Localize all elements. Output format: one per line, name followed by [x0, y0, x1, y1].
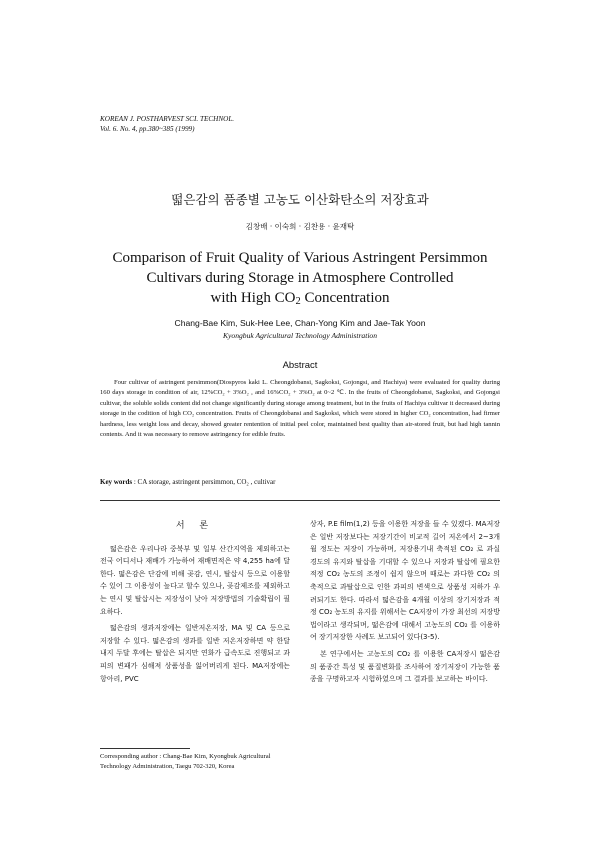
footnote-divider [100, 748, 190, 749]
english-title-line-1: Comparison of Fruit Quality of Various Astringent Persimmon [112, 250, 488, 266]
left-column [100, 518, 290, 689]
english-authors: Chang-Bae Kim, Suk-Hee Lee, Chan-Yong Kim and Jae-Tak Yoon [174, 318, 426, 328]
right-paragraph-1: 상자, P.E film(1,2) 등을 이용한 저장을 들 수 있겠다. MA저장은 일반 저장보다는 저장기간이 비교적 길어 저온에서 2~3개월 정도는 저장이 가능하며, 저장용기내 축적된 CO₂ 로 과실 경도의 유지와 탈삽을 기대할 수 있으나 저장과 탈삽에 필요한 적정 CO₂ 농도의 조정이 쉽지 않으며 때로는 과다한 CO₂ 의 축적으로 과탈삽으로 인한 과피의 변색으로 상품성 저하가 우려되기도 한다. 따라서 떫은감을 4개월 이상의 장기저장과 적정 CO₂ 농도의 유지를 위해서는 CA저장이 가장 최선의 저장방법이라고 생각되며, 떫은감에 대해서 고농도의 CO₂ 를 이용하여 장기저장한 사례도 보고되어 있다(3-5). [310, 520, 500, 642]
journal-name: KOREAN J. POSTHARVEST SCI. TECHNOL. [100, 115, 235, 123]
title-line3-pre: with High CO [210, 290, 296, 306]
korean-title: 떫은감의 품종별 고농도 이산화탄소의 저장효과 [171, 192, 429, 207]
footnote [100, 752, 295, 772]
english-title-line-3 [0, 288, 600, 308]
abstract-heading: Abstract [282, 360, 318, 371]
abstract-text: Four cultivar of astringent persimmon(Diospyros kaki L. Cheongdobansi, Sagkoksi, Gojongsi, and Hachiya) were evaluated for quality during 160 days storage in condition of air, 12%CO₂ + 3%O₂ , and 16%CO₂ + 3%O₂ at 0~2 ℃. In the fruits of Cheongdobansi, Sagkoksi, and Gojongsi cultivar, the soluble solids content did not change significantly during storage among treatment, but in the fruits of Hachiya cultivar it decreased during storage in the codition of high CO₂ concentration. Fruits of Cheongdobansi and Sagkoksi, which were stored in higher CO₂ concentration, had firmer hardness, less weight loss and decay, showed greater rentention of initial peel color, maintained best quality than air-stored fruit, but had high tannin contents. And it was necessary to remove astringency for edible fruits. [100, 379, 500, 439]
keywords-label: Key words [100, 478, 133, 486]
korean-authors: 김창배 · 이숙희 · 김찬용 · 윤재탁 [245, 222, 355, 231]
section-heading-introduction: 서 론 [175, 521, 215, 531]
right-paragraph-2: 본 연구에서는 고농도의 CO₂ 를 이용한 CA저장시 떫은감의 품종간 특성 및 품질변화를 조사하여 장기저장이 가능한 품종을 구명하고자 시험하였으며 그 결과를 보고하는 바이다. [310, 649, 500, 684]
affiliation: Kyongbuk Agricultural Technology Administration [222, 331, 378, 340]
section-divider [100, 500, 500, 501]
english-title-line-2: Cultivars during Storage in Atmosphere Controlled [146, 270, 454, 286]
title-line3-sub: 2 [295, 296, 301, 307]
keywords-text: : CA storage, astringent persimmon, CO₂ , cultivar [133, 478, 276, 486]
footnote-line-1: Corresponding author : Chang-Bae Kim, Kyongbuk Agricultural [100, 753, 271, 760]
journal-volume: Vol. 6. No. 4, pp.380~385 (1999) [100, 125, 195, 133]
left-paragraph-1: 떫은감은 우리나라 중북부 및 일부 산간지역을 제외하고는 전국 어디서나 재배가 가능하여 재배면적은 약 4,255 ha에 달한다. 떫은감은 단감에 비해 곶감, 연시, 탈삽시 등으로 이용할 수 있어 그 이용성이 높다고 할수 있으나, 곶감제조를 제외하고는 연시 및 탈삽시는 저장성이 낮아 저장방법의 기술확립이 필요하다. [100, 544, 290, 616]
right-column [310, 518, 500, 690]
journal-header [100, 114, 234, 134]
title-line3-post: Concentration [300, 290, 390, 306]
left-paragraph-2: 떫은감의 생과저장에는 일반저온저장, MA 및 CA 등으로 저장할 수 있다. 떫은감의 생과를 일반 저온저장하면 약 한달 내지 두달 후에는 탈삽은 되지만 연화가 급속도로 진행되고 과피의 변패가 심해져 상품성을 잃어버리게 된다. MA저장에는 항아리, PVC [100, 624, 290, 683]
footnote-line-2: Technology Administration, Taegu 702-320, Korea [100, 763, 235, 770]
abstract-body [100, 378, 500, 440]
keywords [100, 478, 500, 486]
english-title [0, 248, 600, 308]
